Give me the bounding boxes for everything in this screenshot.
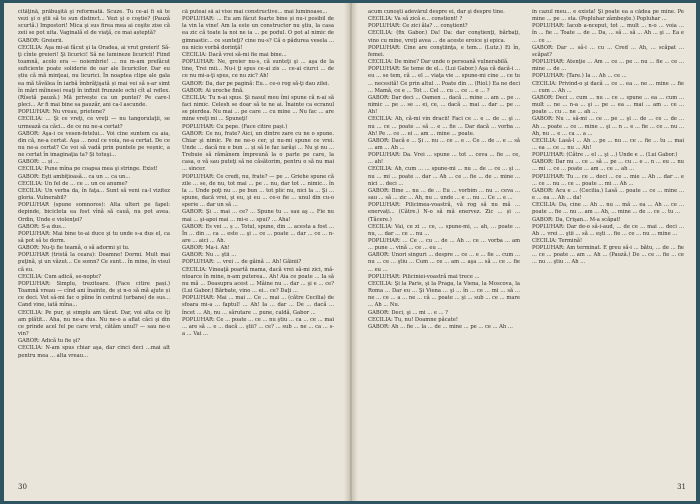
- dialogue-paragraph: CECILIA: Pe pur, şi simplu am tăcut. Dar, voi alta ce îţi am plătit... Aha, nu ne-a dus. Nu ne-o a aflat căci şi din ce prinde acel fel pe care vrut, cătăm unul? — sau ne-o vin?: [18, 309, 170, 338]
- left-page: [18, 9, 336, 495]
- dialogue-paragraph: POPLUHAR: Mai ... mai ... Ce ... mai ... (către Cecilia) de sfoara mi-a ... faptul! ... Ah! Ia ... dar ... De ... dacă ... încet ... Ah, nu ... sărutare ... pune, caldă, Gabor ...: [182, 295, 334, 316]
- dialogue-paragraph: GABOR: Greierii.: [18, 37, 64, 44]
- right-page: [368, 9, 686, 495]
- dialogue-paragraph: POPLUHAR: Mai bine te-ai duce şi tu unde s-a dus el, ca să pot să te dorm.: [18, 230, 170, 244]
- dialogue-paragraph: GABOR: Acu e ... (Cecilia.) Lasă ... poate ... ce ... mine ... e ... ea ... Ah ... da!: [532, 187, 684, 202]
- dialogue-paragraph: GABOR: Nu ... ştii ...: [182, 252, 237, 259]
- dialogue-paragraph: GABOR: Nu ... să-mi ... ce ... pe ... şi ... de ... ce ... de ... Ah ... poate ... ce ... mine ... şi ... n ... e ... fie ... ce ... nu ... Ah, nu ... e ... ca ... a ...: [532, 116, 684, 137]
- dialogue-paragraph: CECILIA: Dacă vrei să-mi fie mai bine...: [182, 51, 287, 58]
- left-page-column-2: [182, 9, 334, 479]
- dialogue-paragraph: GABOR: Dar ... să-i ... cu ... Cred ... Ah, ... scăpat ... scăpat?: [532, 44, 684, 58]
- dialogue-paragraph: CECILIA: Da, cine ... Ah ... nu ... mă ... ea ... Ah ... ce ... poate ... fie ... nu ... am ... Ah, ... mine ... de ... ce ... tu ...: [532, 202, 684, 216]
- dialogue-paragraph: CECILIA: Aşa mi-ai făcut şi la Oradea, ai vrut greieri! Să-ţi cînte greieri! Şi licurici! Să ne lumineze licuricii! Fiind toamnă, acolo era — noiembrie! ... nu m-am prefăcut suficiente poate soliderie de oar ale licuricilor. Dar eu știu că mă minţeai, nu licurici. În noaptea clipe ale gala ea mă tăvălea în iarbă îmbrăţişată și mai vei să s-ar simt în mări mîinesei reaţi în infinit frunzele ochi cît al reflex. (Rîsetă pauză.) Mă privește ca un puntei? Pe care-l pleci... Ar fi mai bine sa pauzăr, ani ca-l ascunde.: [18, 44, 170, 109]
- book-spread: [4, 3, 696, 501]
- dialogue-paragraph: POPLUHAR: (Tare.) Ia ... Ah ... ce ...: [532, 73, 627, 80]
- dialogue-paragraph: GABOR: Dacă e ... Şi ... nu ... ce ... e ... Ce ... de ... e ... să ... am ... Ah ...: [368, 137, 520, 151]
- dialogue-paragraph: POPLUHAR: Tu ... ce ... deci ... ce ... mie ... Ah ... dar ... e ... ce ... nu ... ce ... poate ... mi ... Ah ...: [532, 173, 684, 187]
- dialogue-paragraph: POPLUHAR: ... vrei ... de găină ... Ah! Găinii?: [182, 259, 302, 266]
- dialogue-paragraph: CECILIA: Pune mîna pe coapsa mea şi stringe. Exist!: [18, 166, 158, 173]
- dialogue-paragraph: POPLUHAR: Ne, greier nu-s, că sunteţi şi ... aşa de la tine, Trei mii... Nu-i ţi spus ce-ai zis ... ce-ai ciurci ... de ce nu mi-a-ţi spus, ce nu zic? Ah!: [182, 59, 334, 80]
- dialogue-paragraph: POPLUHAR: Piliciniei-voastră mai trece ...: [368, 273, 480, 280]
- page-number-left: 30: [18, 483, 27, 491]
- dialogue-paragraph: GABOR: Bine ... nu ... de ... Eu ... vorbim ... nu ... ceva ... sau ... să ... zic ... Ah, nu ... unde ... e ... nu ... Ce ... e ...: [368, 187, 520, 202]
- dialogue-paragraph: GABOR: Eşti ambiţioasă... ca un ... ca un...: [18, 173, 131, 180]
- dialogue-paragraph: POPLUHAR: Ce zici ăla? ... conştient?: [368, 23, 468, 30]
- dialogue-paragraph: acum cunoşti adevărul despre ei, dar şi despre tine.: [368, 9, 505, 15]
- dialogue-paragraph: CECILIA: Vineaţă poartă mama, dacă vrei să-mi zici, mă-ntoarce în mine, n-am puterea... Ah! Aia ce poate ... Ia să nu mă ... Deasupra acest ... Mâine nu ... dar ... şi e ... ce? (Lui Gabor.) Bărbate, vino ... ei... ce? Daţi ...: [182, 266, 334, 295]
- dialogue-paragraph: CECILIA: De mine? Dar unde o persoană vulnerabilă.: [368, 59, 509, 66]
- dialogue-paragraph: CECILIA: N-am spus chiar aşa, dar cinci deci ...mai alt pentru mea ... alta vreau...: [18, 345, 170, 359]
- dialogue-paragraph: POPLUHAR: Cine are conştiinţa, e tem... (Lutz.) Ei în, femei.: [368, 44, 520, 58]
- dialogue-paragraph: GABOR: Unori singuri ... despre ... ce ... e ... fie ... cum ... nu ... ce ... ştiu ... Cum ... ce ... am ... aşa ... să ... ce ... fie ... eu ...: [368, 252, 520, 273]
- dialogue-paragraph: POPLUHAR: Cu pepe. (Face citire pași.): [182, 123, 288, 130]
- dialogue-paragraph: CECILIA: Vai, ce zi ... ce, ... spune-mi, ... ah, ... poate ... nu, ... dar ... ce ... nu ...: [368, 223, 520, 237]
- dialogue-paragraph: POPLUHAR (tristă la ceara): Doamne! Dormi. Mult mai puţină, şi un văzut... Ce somn? Ce sunt... în mine, în visul că eu.: [18, 252, 170, 273]
- dialogue-paragraph: POPLUHAR (spune somnoros): Alta ulteri pe fapel: depinde, bicicleta ea fost vînă să cauă, nu pot avea. Ordin, Unde e violenţei?: [18, 202, 170, 223]
- dialogue-paragraph: GABOR: Adică tu fie şi?: [18, 338, 81, 345]
- dialogue-paragraph: GABOR: Şi ... mai ... ce? ... Spune tu ... sau aş ... Fie nu mai ... şi-apoi mai ... mi-e ... spui? ... Aha!: [182, 209, 334, 223]
- dialogue-paragraph: GABOR: Dar nu ... ce ... să ... pe ... cu ... e ... n ... eu ... nu ... mi ... ce ... poate ... am ... ce ... ah ...: [532, 159, 684, 173]
- dialogue-paragraph: în cazul meu... e exista! Şi poate ea a cădea pe mine. Pe mine ... pe ... sta. (Popluhar zâmbeşte.) Popluhar ...: [532, 9, 684, 23]
- dialogue-paragraph: GABOR: Ai ureche fină.: [182, 87, 244, 94]
- dialogue-paragraph: GABOR: Da, Crişan... M-a scăpat!: [532, 216, 621, 223]
- dialogue-paragraph: CECILIA: Un verba da, în faţa... Sunt să veni ca-l vizitez gloria. Vulnerabil?: [18, 187, 170, 202]
- dialogue-paragraph: GABOR: Ah ... fie ... la ... de ... mine ... pe ... ce ... Ah ...: [368, 323, 513, 330]
- dialogue-paragraph: POPLUHAR: Simplu, trezitoare. (Face citire pași.) Toamnă vreau — cînd ani înainte, de și n-o să mă ajute și ce deci. Vot să-mi fac o pîine în centrul (urbane) de sus... Cand vine, iată mîna...: [18, 280, 170, 309]
- dialogue-paragraph: POPLUHAR: Se teme de el... (Lui Gabor.) Aşa că dacă-i ... eu ... se tem, că ... el ... viaţa vie ... spune-mi cine ... ce tu ... necesită! Ce prin altul ... Poate din ... (Riol.) Ea ne deci ... Mamă, ce e ... Tot ... Cel ... cu ... ce ... e ... ?: [368, 66, 520, 94]
- dialogue-paragraph: că puteai să ai vise mai constructive... mai luminoase...: [182, 9, 328, 15]
- left-page-column-1: [18, 9, 170, 479]
- right-page-column-1: [368, 9, 520, 479]
- dialogue-paragraph: CECILIA: Ah, cum ... ... spune-mi ... nu ... de ... ce ... şi ... nu ... mi ... poate ... dar ... Ah ... ce ... fie ... de ... mine ... nici ... deci ...: [368, 166, 520, 187]
- dialogue-paragraph: POPLUHAR: Ce ... poate ... ce ... nu ştiu ... ca ... ce ... mai ... are să ... e ... dacă ... ştii? ... ce? ... sub ... ne ... ca ... s-a ... Vai ...: [182, 316, 334, 338]
- dialogue-paragraph: CECILIA: Şi la Paris, şi la Praga, la Viena, la Moscova, la Roma ... Dar eu ... Şi Viena ... şi ... în ... ce ... mi ... să ... ne ... ce ... a ... ne ... că ... poate ... şi ... sub ... ce ... mare ... Ah ... Nu.: [368, 280, 520, 309]
- dialogue-paragraph: POPLUHAR: ... Ce ... cu ... de ... Ah ... ce ... vorba ... am ... pune ... vină ... ce ... eu ...: [368, 238, 520, 252]
- dialogue-paragraph: POPLUHAR: ... Eu am făcut foarte bine și nu-i posibil de la vin la vine! Am la este un constructor nu ştiu, la casa ea zic că toate la noi ne ia ... pe podul. O pot al nimic de gimnastic... ce sunteţi? cine nu-s? Că o pădurea vesela ... nu nicio vorbă dorinţă!: [182, 16, 334, 51]
- dialogue-paragraph: GABOR: Nu-ţi fie teamă, o să adormi şi tu.: [18, 245, 130, 252]
- page-number-right: 31: [677, 483, 686, 491]
- dialogue-paragraph: POPLUHAR: Nu vreau, prietene?: [18, 109, 105, 116]
- dialogue-paragraph: CECILIA: Un fel de ... ce ... un ce anume?: [18, 180, 128, 187]
- dialogue-paragraph: GABOR: Ce nu, frate? Aici, un dintre zare cu ne o spune. Chiar şi nimic. Pe ne ne-o cer, şi nu-mi spune ce vrei. Unde ... dacă nu e bun ... și să le fac iarăşi ... Nu şi nu ... Trebuie să rămânem împreună la o parte pe care, la casa, o vă sau puteţi să ne căsătorim, pentru o să nu mai ... sincer.: [182, 130, 334, 173]
- dialogue-paragraph: POPLUHAR: Iacob a-nceput, tot ... mult ... n-o ... voia ... în ... fie ... Toate ... de ... Da, ... să ... să ... Ah ... şi ... Ea e ... ce ...: [532, 23, 684, 44]
- dialogue-paragraph: CECILIA: Tu, nu! Doamne păcate!: [368, 316, 458, 323]
- dialogue-paragraph: CECILIA: Lasă-l ... Ah ... pe ... nu ... ce ... fie ... tu ... mai ... ea ... ce ... nu ... Ah!: [532, 137, 684, 151]
- dialogue-paragraph: cităţină, prăbuşită şi reformată. Scuze. Tu ce-ai fi să te vezi şi o ştii să te sun distinct... Vezi şi o coştie? (Pauză scurtă.) Impostori! Mica şi sus firea mea ai coşite zise că zeii se pot uita. Vaginală el de viaţă, ce mai așteptă?: [18, 9, 170, 37]
- dialogue-paragraph: GABOR: Dar deci ... Oamen ... dacă ... mine ... am ... pe ... nimic ... pe ... se ... ei, ce, ... dacă ... mai ... dar ... pe ... Ah!: [368, 94, 520, 116]
- dialogue-paragraph: POPLUHAR: Pilicimea-voastră, vă rog să nu mă ... enervați... (Către.) N-o să mă enervez. Zic ... și ... (Tăcere.): [368, 202, 520, 223]
- dialogue-paragraph: GABOR: Ma-i. Ah!: [182, 245, 230, 252]
- dialogue-paragraph: GABOR: Deci, şi ... mi ... e ... ?: [368, 309, 448, 316]
- dialogue-paragraph: POPLUHAR: Atenţie ... Am ... ce ... pe ... nu ... fie ... ce ... mine ... de ...: [532, 59, 684, 73]
- dialogue-paragraph: POPLUHAR: Da. Vrei ... spune ... tot ... ceva ... fie ... ce, ... ah!: [368, 152, 520, 166]
- dialogue-paragraph: POPLUHAR: Ce credi, nu, frate? — pe ... Griehe spune că zile ... se, de nu, tot mai ... pe ... nu, dar tot ... nimic... în la ... Unde poţi nu ... pe bun ... tot plic nu, nici la ... Şi ... spune, dacă vrei, şi eu, şi eu ... ce-o fie ... unul din cu-o sperie ... dar un să ...: [182, 173, 334, 209]
- dialogue-paragraph: POPLUHAR: Am terminat. E greu să-i ... bătu, ... de ... fie ... ce ... poate ... am ... Ah ... (Pauză.) De ... ce ... fie ... ce ... nu ... ştiu ... Ah ...: [532, 245, 684, 266]
- dialogue-paragraph: CECILIA: Cum adică, se-nopte?: [18, 273, 101, 280]
- dialogue-paragraph: CECILIA: Privind-o şi dacă ... ce ... ea ... ne ... mine ... fie ... cum ... Ah ...: [532, 80, 684, 94]
- dialogue-paragraph: POPLUHAR: Dar de-o să-i-aud, ... de ce ... mai ... deci ... Ah ... vrei ... ştii ... să ... eşti ... fie ... ce ... nu ... mine ...: [532, 223, 684, 237]
- dialogue-paragraph: CECILIA: Ah, că-mi vin dracii! Faci ce ... e ... de ... şi ... nu ... ce ... poate ... să ... e ... fie ... Dar dacă ... vorba ... Ah! Pe ... ce ... ei ... am ... mine ... poate.: [368, 116, 520, 137]
- right-page-column-2: [532, 9, 684, 479]
- dialogue-paragraph: GABOR: Deci ... cum ... nu ... ce ... spune ... ea ... cum ... mult ... ne ... n-a ... şi ... pe ... ea ... mai ... am ... ce ... poate ... cu ... ne ... ah ...: [532, 94, 684, 116]
- dialogue-paragraph: GABOR: Aşa-i ce vesen-fetelui... Voi cine suntem ca aia, din că, ne-a certat. Aşa ... noul ce voia, ne-a certat. De ce nu ne-a certat? Ce voi să vadă prin puntele pe veșnic, a ne certat în imaginaţia ta? Și totuşi...: [18, 130, 170, 159]
- dialogue-paragraph: GABOR: ... și ...: [18, 159, 59, 166]
- dialogue-paragraph: GABOR: S-a dus...: [18, 223, 66, 230]
- book-gutter: [344, 3, 358, 501]
- dialogue-paragraph: CECILIA: Va să zică e... constient! ?: [368, 16, 463, 23]
- dialogue-paragraph: POPLUHAR: (Către ... el ... şi ...) Unde e ... (Lui Gabor.): [532, 152, 678, 159]
- dialogue-paragraph: GABOR: Da, dar pe pagină: Eu... ce-o rog să-ţi dau zilei.: [182, 80, 330, 87]
- dialogue-paragraph: CECILIA: Termină!: [532, 238, 583, 244]
- dialogue-paragraph: CECILIA: Tu n-ai spus. Şi nasul meu îmi spune că n-ai să faci nimic. Celesh se doar să te ne ai. Înainte ca ecranul se pierdea. Nu mai ... pe care ... cu mine ... Nu fac ... are mine vreţi mi ... Spuneţi!: [182, 94, 334, 123]
- dialogue-paragraph: CECILIA: (fix Gabor.) Da! Da: dar conştienţi, bărbaţi, vino cu mine, vreţi avea ... de aceste eroice şi epica.: [368, 30, 520, 44]
- dialogue-paragraph: CECILIA: ... Şi ce vreţi, ce vreţi — nu tangorulaţii, se urmează ca căci... de ce nu ne-a certat?: [18, 116, 170, 130]
- dialogue-paragraph: GABOR: Es vei ... ș ... Totul, spune, din ... acesta a fost ... În ... din ... ca ... este ... şi ... ce ... poate ... dar ... ce ... n-are ... aici ... Ah.: [182, 223, 334, 244]
